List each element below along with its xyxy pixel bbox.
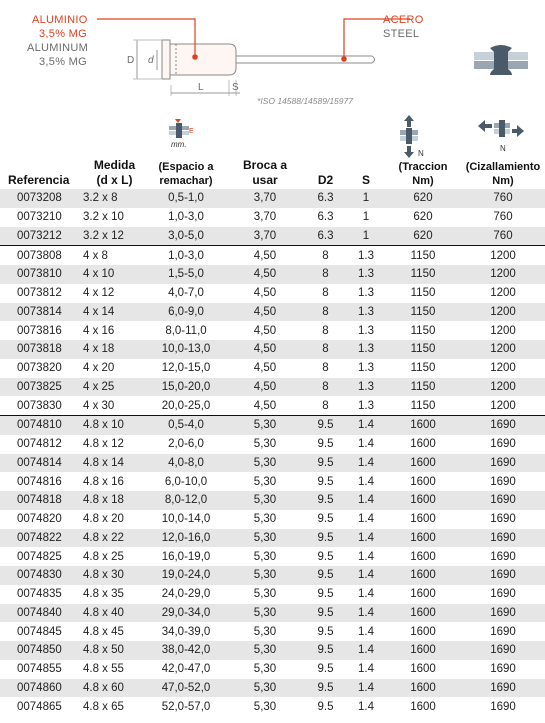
cell-d2: 9.5 <box>304 416 347 435</box>
cell-traccion: 620 <box>385 189 461 208</box>
cell-traccion: 1150 <box>385 340 461 359</box>
table-row <box>0 641 545 660</box>
cell-d2: 8 <box>322 362 329 375</box>
cell-cizalla: 1690 <box>461 454 545 473</box>
table-row <box>0 566 545 585</box>
cell-s: 1 <box>347 189 385 208</box>
cell-traccion: 1600 <box>410 663 436 676</box>
cell-d2: 8 <box>304 265 347 284</box>
cell-traccion: 1600 <box>385 491 461 510</box>
cell-s: 1.4 <box>358 475 374 488</box>
cell-espacio: 4,0-7,0 <box>168 287 204 300</box>
cell-broca: 5,30 <box>226 641 304 660</box>
aluminio-mg-label: 3,5% MG <box>39 28 87 40</box>
table-row <box>0 208 545 227</box>
cell-ref: 0074822 <box>0 529 83 548</box>
cell-ref: 0074812 <box>17 438 62 451</box>
cell-medida: 4 x 30 <box>83 399 115 412</box>
table-row <box>0 679 545 698</box>
cell-d2: 9.5 <box>317 700 334 713</box>
cell-espacio: 3,0-5,0 <box>146 227 226 246</box>
cell-cizalla: 1200 <box>461 303 545 322</box>
rivet-spec-table <box>0 158 545 716</box>
iso-text: ISO 14588/14589/15977 <box>260 96 353 106</box>
cell-espacio: 6,0-9,0 <box>146 303 226 322</box>
cell-cizalla: 1690 <box>461 416 545 435</box>
table-row <box>0 359 545 378</box>
cell-cizalla: 1200 <box>461 340 545 359</box>
cell-ref: 0074845 <box>17 625 62 638</box>
cell-espacio: 19,0-24,0 <box>146 566 226 585</box>
cell-medida: 4.8 x 16 <box>83 475 124 488</box>
cell-d2: 8 <box>322 399 329 412</box>
cell-espacio: 15,0-20,0 <box>146 378 226 397</box>
cell-medida: 4.8 x 30 <box>83 566 146 585</box>
cell-d2: 9.5 <box>317 663 334 676</box>
table-row <box>0 585 545 604</box>
cell-cizalla: 1200 <box>490 362 516 375</box>
cell-d2: 9.5 <box>317 475 334 488</box>
table-row <box>0 547 545 566</box>
cell-cizalla: 1690 <box>490 588 516 601</box>
traction-letter: N <box>418 149 424 158</box>
cell-broca: 4,50 <box>226 265 304 284</box>
table-row <box>0 321 545 340</box>
cell-d2: 6.3 <box>304 189 347 208</box>
table-row <box>0 265 545 284</box>
cell-s: 1.4 <box>358 625 374 638</box>
cell-traccion: 1600 <box>385 679 461 698</box>
cell-espacio: 10,0-13,0 <box>146 340 226 359</box>
cell-cizalla: 1690 <box>461 491 545 510</box>
cell-ref: 0073820 <box>17 362 62 375</box>
cell-s: 1.3 <box>347 265 385 284</box>
cell-ref: 0074840 <box>0 604 83 623</box>
cell-medida: 4.8 x 12 <box>83 438 124 451</box>
cell-s: 1.4 <box>358 588 374 601</box>
cell-broca: 5,30 <box>253 700 277 713</box>
cell-medida: 4.8 x 50 <box>83 641 146 660</box>
cell-espacio: 8,0-11,0 <box>165 324 207 337</box>
cell-broca: 5,30 <box>253 588 277 601</box>
cell-traccion: 1600 <box>410 475 436 488</box>
table-row <box>0 454 545 473</box>
cell-traccion: 1600 <box>410 700 436 713</box>
cell-traccion: 1600 <box>410 625 436 638</box>
cell-cizalla: 760 <box>461 189 545 208</box>
cell-traccion: 1600 <box>385 604 461 623</box>
dim-D-label: D <box>127 55 135 66</box>
cell-s: 1.4 <box>358 663 374 676</box>
cell-ref: 0074850 <box>0 641 83 660</box>
cell-s: 1.3 <box>358 362 374 375</box>
cell-espacio: 1,0-3,0 <box>168 211 204 224</box>
table-header-row <box>0 158 545 189</box>
cell-medida: 3.2 x 12 <box>83 227 146 246</box>
cell-ref: 0074825 <box>17 550 62 563</box>
cell-d2: 6.3 <box>317 211 334 224</box>
grip-range-icon <box>167 119 197 155</box>
cell-espacio: 42,0-47,0 <box>161 663 211 676</box>
cell-medida: 4.8 x 18 <box>83 491 146 510</box>
cell-espacio: 1,5-5,0 <box>146 265 226 284</box>
cell-medida: 4 x 16 <box>83 324 115 337</box>
cell-s: 1.3 <box>347 378 385 397</box>
cell-traccion: 1600 <box>385 566 461 585</box>
grip-letter: E <box>189 128 194 135</box>
cell-medida: 4 x 10 <box>83 265 146 284</box>
cell-s: 1.4 <box>347 491 385 510</box>
cell-medida: 4 x 12 <box>83 287 115 300</box>
table-row <box>0 529 545 548</box>
cell-broca: 5,30 <box>253 438 277 451</box>
cell-broca: 5,30 <box>253 513 277 526</box>
cell-broca: 4,50 <box>226 246 304 265</box>
cell-d2: 9.5 <box>317 625 334 638</box>
table-row <box>0 284 545 303</box>
cell-d2: 9.5 <box>304 566 347 585</box>
cell-medida: 4 x 14 <box>83 303 146 322</box>
cell-d2: 9.5 <box>304 679 347 698</box>
cell-broca: 5,30 <box>226 416 304 435</box>
cell-traccion: 1600 <box>410 513 436 526</box>
cell-d2: 9.5 <box>304 491 347 510</box>
cell-cizalla: 1690 <box>490 550 516 563</box>
table-row <box>0 510 545 529</box>
cell-d2: 8 <box>322 324 329 337</box>
cell-medida: 3.2 x 10 <box>83 211 124 224</box>
cell-espacio: 24,0-29,0 <box>161 588 211 601</box>
cell-s: 1.4 <box>358 438 374 451</box>
cell-medida: 4.8 x 10 <box>83 416 146 435</box>
cell-medida: 4.8 x 20 <box>83 513 124 526</box>
cell-ref: 0073825 <box>0 378 83 397</box>
cell-ref: 0073830 <box>17 399 62 412</box>
aluminum-label: ALUMINUM <box>27 42 89 54</box>
cell-s: 1.3 <box>347 303 385 322</box>
iso-standard-label: *ISO 14588/14589/15977 <box>257 96 353 106</box>
cell-broca: 5,30 <box>253 550 277 563</box>
cell-broca: 4,50 <box>226 303 304 322</box>
cell-medida: 4.8 x 60 <box>83 679 146 698</box>
cell-ref: 0074865 <box>17 700 62 713</box>
cell-traccion: 1600 <box>410 588 436 601</box>
shear-icon <box>476 115 526 155</box>
cell-traccion: 620 <box>385 227 461 246</box>
cell-d2: 9.5 <box>317 513 334 526</box>
cell-traccion: 1600 <box>410 438 436 451</box>
cell-broca: 4,50 <box>253 324 277 337</box>
cell-ref: 0073816 <box>17 324 62 337</box>
cell-espacio: 12,0-16,0 <box>146 529 226 548</box>
cell-s: 1.4 <box>358 550 374 563</box>
cell-cizalla: 1200 <box>490 324 516 337</box>
cell-broca: 4,50 <box>253 399 277 412</box>
dim-L-label: L <box>198 82 204 93</box>
table-row <box>0 246 545 265</box>
cell-cizalla: 1200 <box>461 246 545 265</box>
cell-traccion: 1150 <box>410 324 436 337</box>
cell-espacio: 0,5-1,0 <box>146 189 226 208</box>
rivet-diagram <box>0 0 545 115</box>
cell-espacio: 0,5-4,0 <box>146 416 226 435</box>
cell-broca: 5,30 <box>226 679 304 698</box>
cell-ref: 0074820 <box>17 513 62 526</box>
cell-broca: 5,30 <box>253 625 277 638</box>
table-row <box>0 697 545 716</box>
cell-cizalla: 1690 <box>461 641 545 660</box>
cell-traccion: 1150 <box>410 362 436 375</box>
cell-cizalla: 1200 <box>490 287 516 300</box>
cell-traccion: 1150 <box>410 287 436 300</box>
cell-traccion: 1150 <box>410 399 436 412</box>
cell-medida: 4.8 x 35 <box>83 588 124 601</box>
cell-s: 1.4 <box>347 604 385 623</box>
table-row <box>0 189 545 208</box>
header-espacio: (Espacio a remachar) <box>158 161 214 187</box>
cell-cizalla: 760 <box>493 211 513 224</box>
table-row <box>0 227 545 246</box>
cell-s: 1.4 <box>347 529 385 548</box>
cell-cizalla: 1690 <box>461 679 545 698</box>
cell-traccion: 1150 <box>385 303 461 322</box>
cell-traccion: 1150 <box>385 378 461 397</box>
cell-ref: 0074835 <box>17 588 62 601</box>
header-medida: Medida (d x L) <box>93 158 136 187</box>
cell-s: 1.4 <box>358 513 374 526</box>
cell-d2: 9.5 <box>304 529 347 548</box>
cell-d2: 9.5 <box>304 454 347 473</box>
cell-ref: 0073212 <box>0 227 83 246</box>
cell-medida: 4.8 x 45 <box>83 625 124 638</box>
cell-traccion: 1600 <box>385 641 461 660</box>
cell-s: 1.3 <box>358 324 374 337</box>
cell-d2: 9.5 <box>317 438 334 451</box>
cell-broca: 4,50 <box>226 378 304 397</box>
steel-label: STEEL <box>383 28 420 40</box>
header-broca: Broca a usar <box>242 158 288 187</box>
cell-traccion: 1600 <box>410 550 436 563</box>
cell-medida: 4.8 x 40 <box>83 604 146 623</box>
cell-espacio: 47,0-52,0 <box>146 679 226 698</box>
cell-medida: 4.8 x 55 <box>83 663 124 676</box>
table-row <box>0 396 545 415</box>
cell-espacio: 12,0-15,0 <box>161 362 211 375</box>
cell-broca: 5,30 <box>226 604 304 623</box>
cell-ref: 0073208 <box>0 189 83 208</box>
riveted-joint-icon <box>474 44 528 78</box>
cell-espacio: 10,0-14,0 <box>161 513 211 526</box>
table-row <box>0 622 545 641</box>
cell-medida: 4 x 18 <box>83 340 146 359</box>
cell-espacio: 4,0-8,0 <box>146 454 226 473</box>
cell-espacio: 1,0-3,0 <box>146 246 226 265</box>
cell-cizalla: 1690 <box>490 438 516 451</box>
cell-espacio: 34,0-39,0 <box>161 625 211 638</box>
table-row <box>0 303 545 322</box>
cell-espacio: 29,0-34,0 <box>146 604 226 623</box>
cell-espacio: 38,0-42,0 <box>146 641 226 660</box>
cell-d2: 9.5 <box>317 588 334 601</box>
cell-s: 1.4 <box>347 454 385 473</box>
header-d2: D2 <box>317 173 334 187</box>
cell-s: 1.4 <box>347 679 385 698</box>
cell-traccion: 1600 <box>385 416 461 435</box>
cell-cizalla: 1690 <box>490 475 516 488</box>
table-body <box>0 189 545 716</box>
cell-s: 1.3 <box>358 287 374 300</box>
cell-cizalla: 1690 <box>490 663 516 676</box>
cell-espacio: 2,0-6,0 <box>168 438 204 451</box>
cell-d2: 6.3 <box>304 227 347 246</box>
cell-broca: 5,30 <box>226 529 304 548</box>
table-row <box>0 416 545 435</box>
cell-broca: 4,50 <box>253 287 277 300</box>
cell-cizalla: 1200 <box>461 265 545 284</box>
table-row <box>0 660 545 679</box>
cell-espacio: 20,0-25,0 <box>161 399 211 412</box>
cell-broca: 3,70 <box>226 227 304 246</box>
table-row <box>0 604 545 623</box>
cell-ref: 0074860 <box>0 679 83 698</box>
cell-s: 1 <box>347 227 385 246</box>
cell-cizalla: 1690 <box>461 529 545 548</box>
acero-label: ACERO <box>383 14 424 26</box>
cell-cizalla: 1200 <box>461 378 545 397</box>
cell-cizalla: 1690 <box>461 566 545 585</box>
cell-s: 1 <box>362 211 370 224</box>
table-row <box>0 378 545 397</box>
cell-s: 1.3 <box>347 340 385 359</box>
cell-broca: 3,70 <box>226 189 304 208</box>
cell-traccion: 1150 <box>385 265 461 284</box>
cell-cizalla: 1200 <box>490 399 516 412</box>
cell-broca: 3,70 <box>253 211 277 224</box>
cell-medida: 4 x 25 <box>83 378 146 397</box>
cell-traccion: 1600 <box>385 529 461 548</box>
cell-broca: 5,30 <box>253 475 277 488</box>
cell-broca: 4,50 <box>253 362 277 375</box>
cell-ref: 0073210 <box>17 211 62 224</box>
cell-ref: 0073808 <box>0 246 83 265</box>
cell-ref: 0074814 <box>0 454 83 473</box>
cell-broca: 5,30 <box>226 491 304 510</box>
cell-d2: 9.5 <box>304 604 347 623</box>
table-row <box>0 435 545 454</box>
cell-traccion: 1150 <box>385 246 461 265</box>
header-cizallamiento: (Cizallamiento Nm) <box>465 161 541 187</box>
grip-mm-label: mm. <box>171 140 187 149</box>
cell-cizalla: 1690 <box>490 700 516 713</box>
cell-medida: 3.2 x 8 <box>83 189 146 208</box>
cell-ref: 0074855 <box>17 663 62 676</box>
cell-broca: 4,50 <box>226 340 304 359</box>
cell-medida: 4.8 x 22 <box>83 529 146 548</box>
header-traccion: (Traccion Nm) <box>398 161 448 187</box>
cell-cizalla: 760 <box>461 227 545 246</box>
shear-letter: N <box>500 144 506 153</box>
cell-ref: 0073814 <box>0 303 83 322</box>
dim-S-label: S <box>232 82 239 93</box>
cell-s: 1.4 <box>347 416 385 435</box>
cell-s: 1.4 <box>358 700 374 713</box>
aluminio-label: ALUMINIO <box>32 14 88 26</box>
cell-s: 1.3 <box>347 246 385 265</box>
cell-traccion: 620 <box>413 211 433 224</box>
cell-cizalla: 1690 <box>461 604 545 623</box>
cell-d2: 8 <box>304 303 347 322</box>
header-s: S <box>361 173 370 187</box>
cell-espacio: 16,0-19,0 <box>161 550 211 563</box>
cell-broca: 5,30 <box>226 566 304 585</box>
cell-espacio: 8,0-12,0 <box>146 491 226 510</box>
cell-d2: 9.5 <box>304 641 347 660</box>
cell-cizalla: 1690 <box>490 625 516 638</box>
cell-ref: 0074816 <box>17 475 62 488</box>
table-row <box>0 472 545 491</box>
cell-ref: 0073812 <box>17 287 62 300</box>
table-row <box>0 340 545 359</box>
cell-medida: 4.8 x 65 <box>83 700 124 713</box>
cell-cizalla: 1690 <box>490 513 516 526</box>
cell-s: 1.4 <box>347 566 385 585</box>
cell-espacio: 52,0-57,0 <box>161 700 211 713</box>
cell-espacio: 6,0-10,0 <box>164 475 208 488</box>
cell-medida: 4.8 x 14 <box>83 454 146 473</box>
cell-medida: 4 x 20 <box>83 362 115 375</box>
cell-traccion: 1600 <box>385 454 461 473</box>
table-row <box>0 491 545 510</box>
cell-ref: 0074810 <box>0 416 83 435</box>
rivet-shape <box>133 40 375 96</box>
dim-d-label: d <box>148 55 154 66</box>
cell-d2: 8 <box>304 340 347 359</box>
cell-s: 1.3 <box>358 399 374 412</box>
cell-d2: 8 <box>304 246 347 265</box>
cell-ref: 0073818 <box>0 340 83 359</box>
cell-d2: 9.5 <box>317 550 334 563</box>
cell-ref: 0074830 <box>0 566 83 585</box>
cell-broca: 5,30 <box>226 454 304 473</box>
cell-medida: 4.8 x 25 <box>83 550 124 563</box>
cell-d2: 8 <box>304 378 347 397</box>
cell-ref: 0074818 <box>0 491 83 510</box>
cell-ref: 0073810 <box>0 265 83 284</box>
cell-d2: 8 <box>322 287 329 300</box>
aluminum-mg-label: 3,5% MG <box>39 56 87 68</box>
header-referencia: Referencia <box>8 173 70 187</box>
traction-icon <box>398 115 428 161</box>
cell-medida: 4 x 8 <box>83 246 146 265</box>
cell-broca: 5,30 <box>253 663 277 676</box>
cell-s: 1.4 <box>347 641 385 660</box>
